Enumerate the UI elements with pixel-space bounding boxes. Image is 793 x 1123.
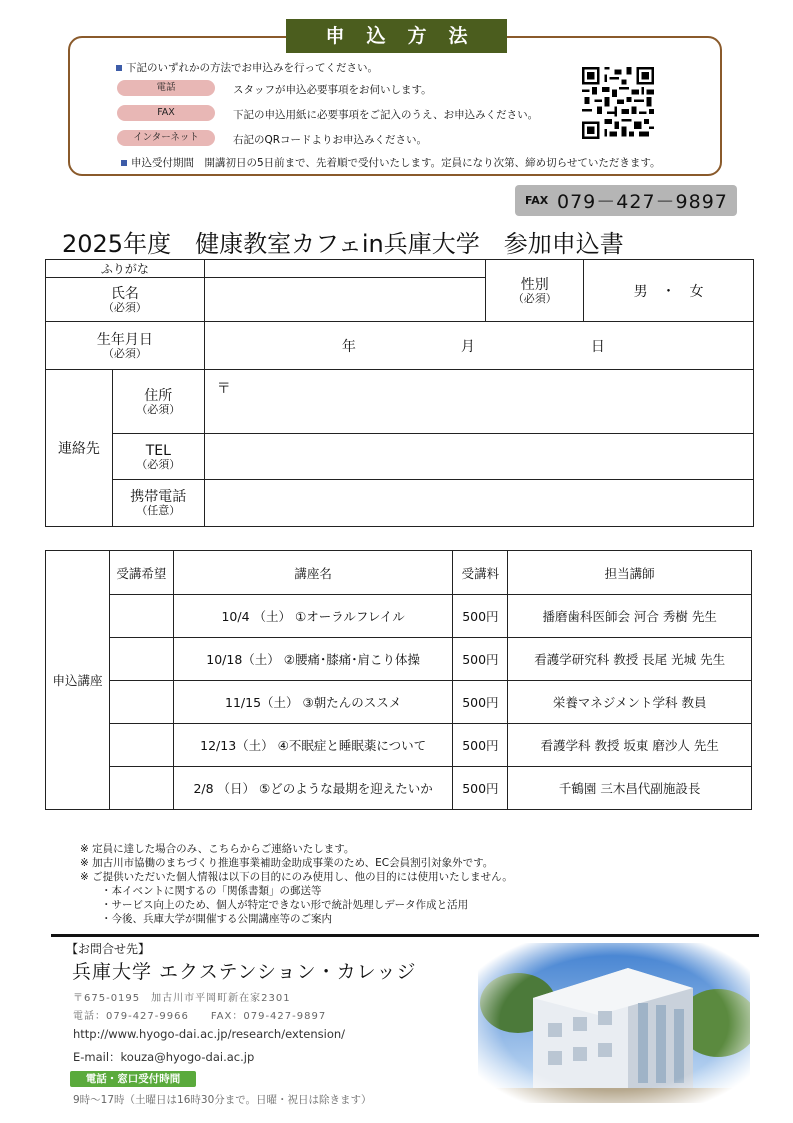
postal-mark: 〒 <box>216 381 231 397</box>
course-fee: 500円 <box>453 681 508 724</box>
course-wish-checkbox[interactable] <box>109 681 173 724</box>
furigana-label: ふりがな <box>46 260 205 278</box>
application-form <box>45 259 754 527</box>
header-wish: 受講希望 <box>109 551 173 595</box>
method-desc-phone: スタッフが申込必要事項をお伺いします。 <box>233 84 432 96</box>
method-label-fax: FAX <box>117 105 215 121</box>
organization-name: 兵庫大学 エクステンション・カレッジ <box>72 961 417 983</box>
fax-label: FAX <box>525 194 549 207</box>
course-group-label: 申込講座 <box>46 551 110 810</box>
header-lecturer: 担当講師 <box>508 551 752 595</box>
gender-options[interactable]: 男 ・ 女 <box>584 260 754 322</box>
birthdate-field[interactable] <box>204 322 753 370</box>
square-bullet-icon <box>121 160 127 166</box>
table-row <box>46 767 752 810</box>
method-desc-fax: 下記の申込用紙に必要事項をご記入のうえ、お申込みください。 <box>233 109 539 121</box>
birthdate-label: 生年月日 （必須） <box>46 322 205 370</box>
course-name: 12/13（土） ④不眠症と睡眠薬について <box>173 724 453 767</box>
course-lecturer: 栄養マネジメント学科 教員 <box>508 681 752 724</box>
method-label-phone: 電話 <box>117 80 215 96</box>
mobile-field[interactable] <box>204 480 753 527</box>
footer-url[interactable]: http://www.hyogo-dai.ac.jp/research/extension/ <box>73 1027 346 1041</box>
footer-divider <box>51 934 759 937</box>
address-field[interactable] <box>204 370 753 434</box>
course-fee: 500円 <box>453 638 508 681</box>
table-row <box>46 724 752 767</box>
furigana-field[interactable] <box>204 260 486 278</box>
course-name: 10/4 （土） ①オーラルフレイル <box>173 595 453 638</box>
gender-label: 性別 （必須） <box>486 260 584 322</box>
course-name: 11/15（土） ③朝たんのススメ <box>173 681 453 724</box>
method-intro: 下記のいずれかの方法でお申込みを行ってください。 <box>116 60 378 75</box>
note-capacity: ※ 定員に達した場合のみ、こちらからご連絡いたします。 <box>80 843 355 855</box>
course-wish-checkbox[interactable] <box>109 595 173 638</box>
note-purpose-3: ・今後、兵庫大学が開催する公開講座等のご案内 <box>101 913 332 925</box>
fax-number: 079－427－9897 <box>557 191 728 213</box>
method-label-internet: インターネット <box>117 130 215 146</box>
form-title: 2025年度 健康教室カフェin兵庫大学 参加申込書 <box>62 230 624 258</box>
note-privacy: ※ ご提供いただいた個人情報は以下の目的にのみ使用し、他の目的には使用いたしません。 <box>80 871 513 883</box>
header-course-name: 講座名 <box>173 551 453 595</box>
method-title: 申込方法 <box>286 19 507 53</box>
course-lecturer: 看護学科 教授 坂東 磨沙人 先生 <box>508 724 752 767</box>
note-subsidy: ※ 加古川市協働のまちづくり推進事業補助金助成事業のため、EC会員割引対象外です。 <box>80 857 494 869</box>
tel-field[interactable] <box>204 434 753 480</box>
square-bullet-icon <box>116 65 122 71</box>
course-fee: 500円 <box>453 767 508 810</box>
birth-month: 月 <box>460 338 475 355</box>
course-wish-checkbox[interactable] <box>109 638 173 681</box>
tel-label: TEL （必須） <box>112 434 204 480</box>
course-fee: 500円 <box>453 724 508 767</box>
birth-year: 年 <box>341 338 356 355</box>
table-row <box>46 638 752 681</box>
course-table <box>45 550 752 810</box>
course-wish-checkbox[interactable] <box>109 767 173 810</box>
course-lecturer: 播磨歯科医師会 河合 秀樹 先生 <box>508 595 752 638</box>
footer-phone: 電話：079-427-9966 FAX：079-427-9897 <box>73 1011 327 1022</box>
birth-day: 日 <box>590 338 605 355</box>
header-fee: 受講料 <box>453 551 508 595</box>
footer-email[interactable]: E-mail：kouza@hyogo-dai.ac.jp <box>73 1050 255 1064</box>
campus-building-image <box>478 943 750 1103</box>
application-period: 申込受付期間 開講初日の5日前まで、先着順で受付いたします。定員になり次第、締め切らせていただきます。 <box>121 155 660 170</box>
hours-badge: 電話・窓口受付時間 <box>70 1071 196 1087</box>
course-lecturer: 千鶴園 三木昌代副施設長 <box>508 767 752 810</box>
name-label: 氏名 （必須） <box>46 278 205 322</box>
footer-hours: 9時～17時（土曜日は16時30分まで。日曜・祝日は除きます） <box>73 1094 372 1106</box>
method-desc-internet: 右記のQRコードよりお申込みください。 <box>233 134 428 146</box>
name-field[interactable] <box>204 278 486 322</box>
footer-address: 〒675-0195 加古川市平岡町新在家2301 <box>73 993 291 1004</box>
address-label: 住所 （必須） <box>112 370 204 434</box>
course-wish-checkbox[interactable] <box>109 724 173 767</box>
course-fee: 500円 <box>453 595 508 638</box>
table-row <box>46 595 752 638</box>
course-lecturer: 看護学研究科 教授 長尾 光城 先生 <box>508 638 752 681</box>
note-purpose-1: ・本イベントに関するの「関係書類」の郵送等 <box>101 885 322 897</box>
mobile-label: 携帯電話 （任意） <box>112 480 204 527</box>
qr-code-icon[interactable] <box>582 67 654 139</box>
contact-label: 【お問合せ先】 <box>66 942 151 956</box>
table-row <box>46 681 752 724</box>
course-name: 2/8 （日） ⑤どのような最期を迎えたいか <box>173 767 453 810</box>
course-name: 10/18（土） ②腰痛･膝痛･肩こり体操 <box>173 638 453 681</box>
note-purpose-2: ・サービス向上のため、個人が特定できない形で統計処理しデータ作成と活用 <box>101 899 469 911</box>
contact-label: 連絡先 <box>46 370 113 527</box>
